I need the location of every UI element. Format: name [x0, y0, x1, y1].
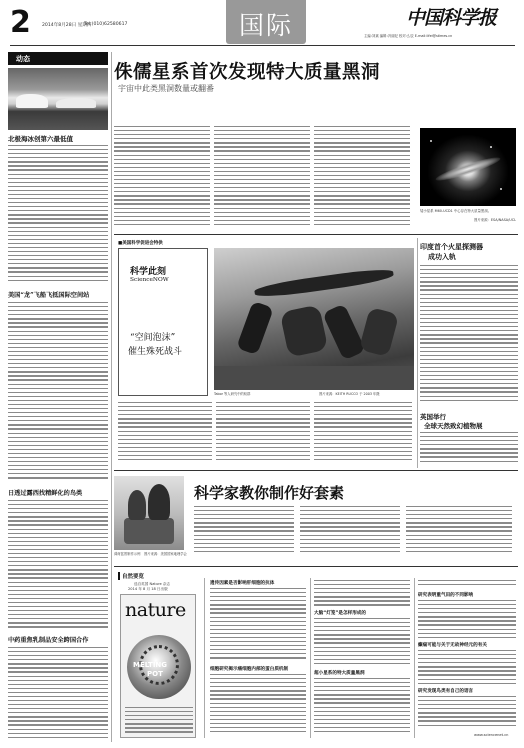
science-now — [114, 238, 414, 468]
tel-line: Tel:(010)62580617 — [84, 22, 128, 27]
nature-h5: 研究表明重气田的不同影响 — [418, 593, 474, 598]
right-column-divider — [417, 238, 418, 468]
sea-ice-photo — [8, 68, 108, 130]
lead-subtitle: 宇宙中此类黑洞数量或翻番 — [118, 84, 214, 93]
india-title: 印度首个火星探测器 — [420, 242, 483, 251]
story3-title: 日透过露西找精鲜化的鸟类 — [8, 490, 83, 497]
masthead-rule — [10, 45, 515, 46]
story4-title: 中药重焦乳制品安全跨国合作 — [8, 637, 89, 644]
lead-bottom-rule — [114, 234, 518, 235]
story1-title: 北极海冰创第六最低值 — [8, 135, 73, 143]
nature-section — [114, 570, 518, 742]
sidebar-tag-label: 动态 — [16, 55, 30, 63]
masthead — [0, 0, 524, 46]
editor-line: 主编:刘斌 编辑:冯丽妃 校对:么辰 E-mail:lifei@stimes.cn — [364, 34, 453, 38]
lower-rule — [114, 566, 518, 567]
nature-h7: 研究发现鸟类有自己的语言 — [418, 689, 474, 694]
section-label: 国际 — [238, 11, 293, 40]
nature-h1: 遗传因素是否影响肝细胞的抗体 — [210, 581, 275, 586]
science-now-headline-1: “空间泡沫” — [130, 333, 176, 343]
science-now-banner: ■美国科学促进会特供 — [118, 241, 163, 246]
nature-tag: 自然要览 — [118, 572, 144, 580]
plant-story — [114, 474, 518, 562]
nature-h2: 细胞研究揭示癌细胞内部的蛋白质机制 — [210, 667, 289, 672]
ant-photo-caption: Tabor 等人研究中的蚁群 — [214, 392, 251, 396]
ant-photo-credit: 图片来源：KEITH RUCCO 于 2003 年摄 — [319, 392, 380, 396]
india-subtitle: 成功入轨 — [428, 252, 456, 261]
plant-photo — [114, 476, 184, 550]
science-now-headline-2: 催生殊死战斗 — [128, 347, 183, 357]
nature-mag-title: nature — [125, 599, 186, 621]
nature-issue: 选自英国 Nature 杂志 — [134, 582, 171, 586]
galaxy-image — [420, 128, 516, 206]
uk-subtitle: 全球天然致幻植物展 — [424, 422, 483, 430]
page-number: 2 — [10, 5, 31, 40]
nature-date: 2014 年 8 月 18 日出版 — [128, 587, 168, 591]
nature-h6: 癫痫可能与关于无故神经元的有关 — [418, 643, 487, 648]
date-line: 2014年8月28日 星期四 — [42, 23, 92, 28]
uk-title: 英国举行 — [420, 413, 446, 421]
galaxy-credit: 图片来源：ESA/NASA/UCL — [473, 218, 516, 222]
science-now-brand-en: ScienceNOW — [130, 277, 169, 283]
sidebar-divider — [111, 52, 112, 742]
lead-title: 侏儒星系首次发现特大质量黑洞 — [114, 62, 381, 83]
nature-h4: 超小星系的特大质量黑洞 — [314, 671, 365, 676]
newspaper-logo: 中国科学报 — [406, 7, 497, 29]
plant-caption: 薄荷盆景制作示例 — [114, 552, 141, 556]
right-column — [420, 238, 518, 468]
nature-cover-line1: MELTING — [133, 661, 168, 669]
ant-rescue-photo — [214, 248, 414, 390]
nature-cover — [120, 594, 196, 738]
nature-cover-line2: POT — [147, 670, 163, 678]
plant-credit: 图片来源：美国国家地理学会 — [144, 552, 187, 556]
nature-h3: 大脑“灯笼”是怎样形成的 — [314, 611, 366, 616]
footer-link[interactable]: www.sciencenet.cn — [474, 733, 509, 737]
story2-title: 美国“龙”飞船飞抵国际空间站 — [8, 292, 90, 299]
mid-rule — [114, 470, 518, 471]
plant-title: 科学家教你制作好套素 — [194, 484, 345, 502]
sidebar — [8, 52, 108, 742]
science-now-brand-cn: 科学此刻 — [130, 267, 167, 277]
galaxy-caption: 矮小星系 M60-UCD1 中心存在特大质量黑洞。 — [420, 209, 492, 213]
